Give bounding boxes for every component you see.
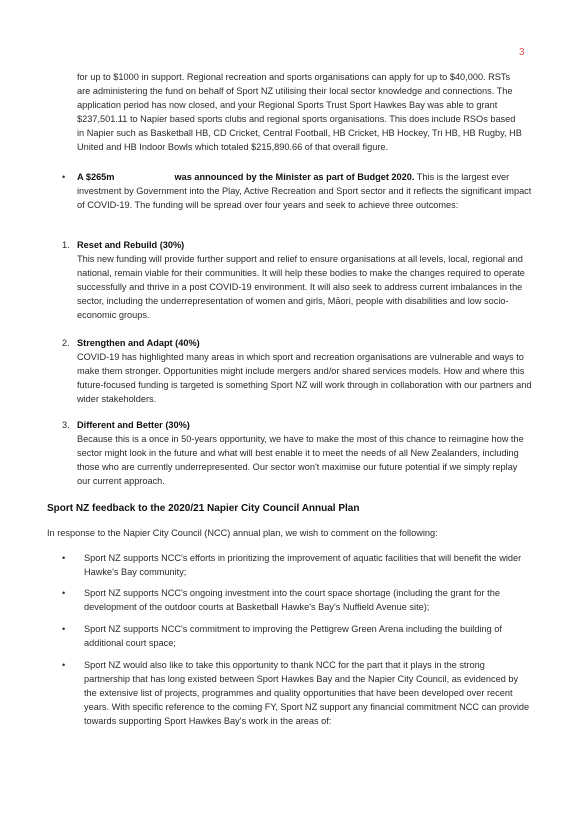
- feedback-text: Sport NZ supports NCC's ongoing investment into the court space shortage (including the grant for the development of the outdoor courts at Basketball Hawke's Bay's Nuffield Avenue site);: [84, 588, 500, 612]
- outcome-text: Because this is a once in 50-years opportunity, we have to make the most of this chance to reimagine how the sector might look in the future and what will best enable it to meet the needs of all New Zealanders, including those who are currently underrepresented. Our sector won't maximise our future potential if we simply replay our current approach.: [77, 434, 524, 486]
- outcome-item: [62, 418, 532, 488]
- feedback-bullet: [62, 622, 532, 650]
- budget-description: This is the largest ever investment by Government into the Play, Active Recreation and Sport sector and it reflects the significant impact of COVID-19. The funding will be spread over four years and seek to achieve three outcomes:: [77, 172, 532, 210]
- feedback-bullet: [62, 586, 532, 614]
- outcome-heading: Reset and Rebuild (30%): [77, 240, 185, 250]
- bullet-dot: •: [62, 660, 66, 670]
- page-number: 3: [519, 47, 525, 58]
- budget-amount: A $265m: [77, 172, 115, 182]
- bullet-dot: •: [62, 588, 66, 598]
- outcome-heading: Different and Better (30%): [77, 420, 190, 430]
- feedback-text: Sport NZ would also like to take this opportunity to thank NCC for the part that it plays in the strong partnership that has long existed between Sport Hawkes Bay and the Napier City Council, as evidenced by the extensive list of projects, programmes and quality opportunities that have been developed over recent years. With specific reference to the coming FY, Sport NZ support any financial commitment NCC can provide towards supporting Sport Hawkes Bay's work in the areas of:: [84, 660, 530, 726]
- outcome-number: 2.: [62, 338, 70, 348]
- outcome-item: [62, 238, 532, 322]
- feedback-text: Sport NZ supports NCC's efforts in prioritizing the improvement of aquatic facilities that will benefit the wider Hawke's Bay community;: [84, 553, 522, 577]
- bullet-dot: •: [62, 553, 66, 563]
- budget-bullet-text: [77, 170, 532, 212]
- feedback-text: Sport NZ supports NCC's commitment to improving the Pettigrew Green Arena including the building of additional court space;: [84, 624, 502, 648]
- outcome-text: COVID-19 has highlighted many areas in which sport and recreation organisations are vulnerable and ways to make them stronger. Opportunities might include mergers and/or shared services models. How and where this future-focused funding is targeted is something Sport NZ will work through in collaboration with our partners and wider stakeholders.: [77, 352, 532, 404]
- feedback-bullet: [62, 658, 532, 728]
- feedback-bullet: [62, 551, 532, 579]
- bullet-dot: •: [62, 172, 66, 182]
- section-title: Sport NZ feedback to the 2020/21 Napier City Council Annual Plan: [47, 503, 360, 514]
- budget-bullet: [62, 170, 532, 212]
- outcome-number: 3.: [62, 420, 70, 430]
- outcome-item: [62, 336, 532, 406]
- response-intro: In response to the Napier City Council (NCC) annual plan, we wish to comment on the following:: [47, 528, 438, 538]
- outcome-number: 1.: [62, 240, 70, 250]
- outcome-heading: Strengthen and Adapt (40%): [77, 338, 200, 348]
- intro-paragraph: for up to $1000 in support. Regional recreation and sports organisations can apply for up to $40,000. RSTs are administering the fund on behalf of Sport NZ utilising their local sector knowledge and connections. The application period has now closed, and your Regional Sports Trust Sport Hawkes Bay was able to grant $237,501.11 to Napier based sports clubs and regional sports organisations. This does include RSOs based in Napier such as Basketball HB, CD Cricket, Central Football, HB Cricket, HB Hockey, Tri HB, HB Rugby, HB United and HB Indoor Bowls which totaled $215,890.66 of that overall figure.: [77, 72, 522, 152]
- budget-announcement: was announced by the Minister as part of Budget 2020.: [174, 172, 415, 182]
- bullet-dot: •: [62, 624, 66, 634]
- outcome-text: This new funding will provide further support and relief to ensure organisations at all levels, local, regional and national, remain viable for their communities. It will help these bodies to make the changes required to operate successfully and thrive in a post COVID-19 environment. It will also seek to address current imbalances in the sector, including the underrepresentation of women and girls, Māori, people with disabilities and low socio-economic groups.: [77, 254, 525, 320]
